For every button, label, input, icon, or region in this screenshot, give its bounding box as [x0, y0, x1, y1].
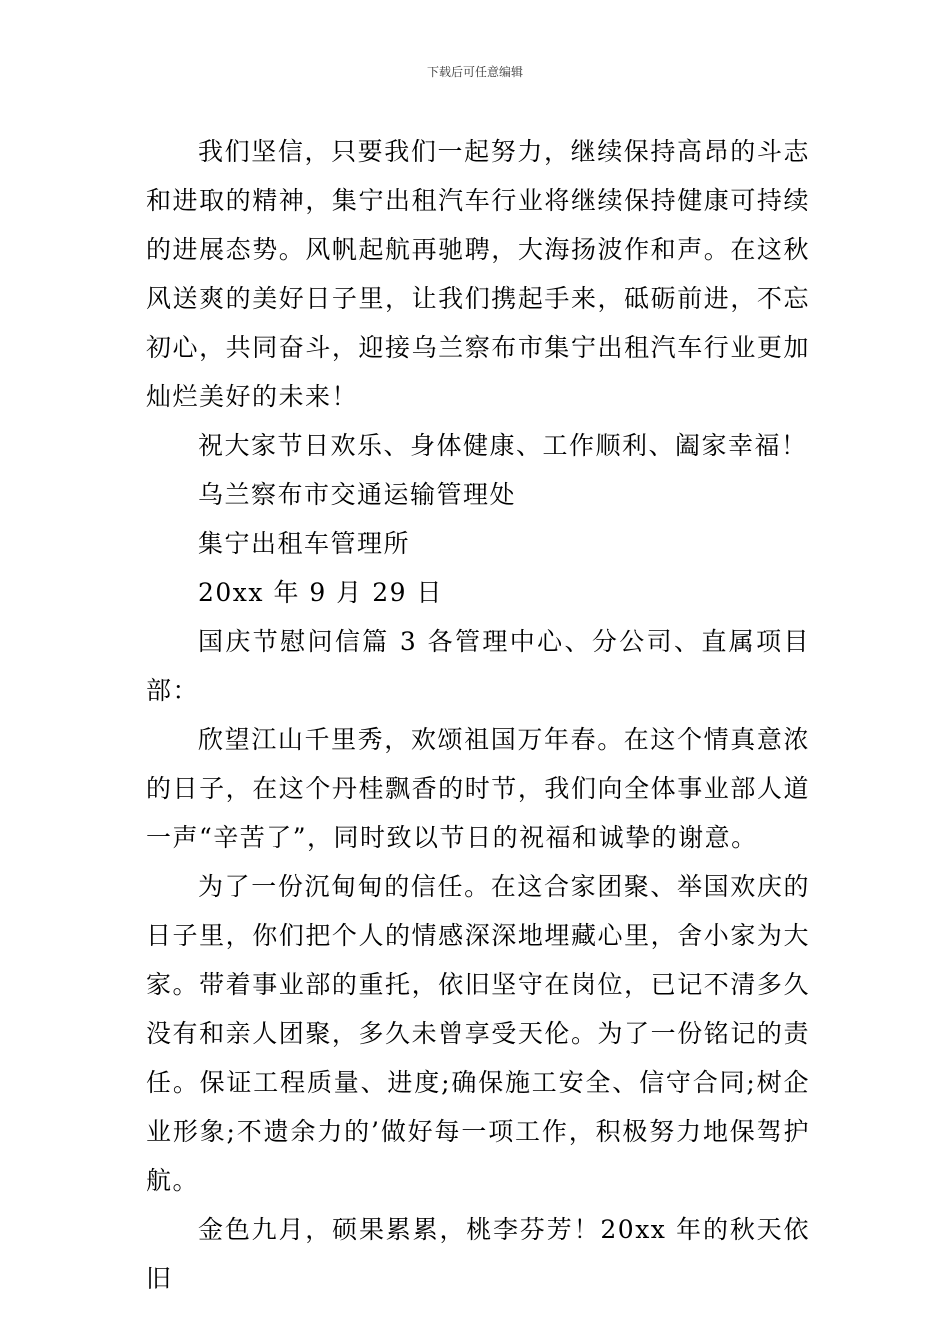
- paragraph-golden-september: 金色九月，硕果累累，桃李芬芳！20xx 年的秋天依旧: [146, 1215, 810, 1293]
- paragraph-wishes: 祝大家节日欢乐、身体健康、工作顺利、阖家幸福！: [198, 431, 808, 460]
- header-note: 下载后可任意编辑: [426, 65, 523, 79]
- paragraph-closing-belief: 我们坚信，只要我们一起努力，继续保持高昂的斗志和进取的精神，集宁出租汽车行业将继续保持健康可持续的进展态势。风帆起航再驰聘，大海扬波作和声。在这秋风送爽的美好日子里，让我们携起手来，砥砺前进，不忘初心，共同奋斗，迎接乌兰察布市集宁出租汽车行业更加灿烂美好的未来！: [146, 137, 810, 411]
- signature-office: 集宁出租车管理所: [198, 529, 411, 558]
- body-text: [146, 127, 810, 1303]
- signature-organization: 乌兰察布市交通运输管理处: [198, 480, 517, 509]
- paragraph-trust: 为了一份沉甸甸的信任。在这合家团聚、举国欢庆的日子里，你们把个人的情感深深地埋藏心里，舍小家为大家。带着事业部的重托，依旧坚守在岗位，已记不清多久没有和亲人团聚，多久未曾享受天伦。为了一份铭记的责任。保证工程质量、进度;确保施工安全、信守合同;树企业形象;不遗余力的’做好每一项工作，积极努力地保驾护航。: [146, 872, 810, 1195]
- letter-3-heading: 国庆节慰问信篇 3 各管理中心、分公司、直属项目部：: [146, 627, 810, 705]
- signature-date: 20xx 年 9 月 29 日: [198, 578, 443, 607]
- paragraph-greeting: 欣望江山千里秀，欢颂祖国万年春。在这个情真意浓的日子，在这个丹桂飘香的时节，我们向全体事业部人道一声“辛苦了”，同时致以节日的祝福和诚挚的谢意。: [146, 725, 810, 852]
